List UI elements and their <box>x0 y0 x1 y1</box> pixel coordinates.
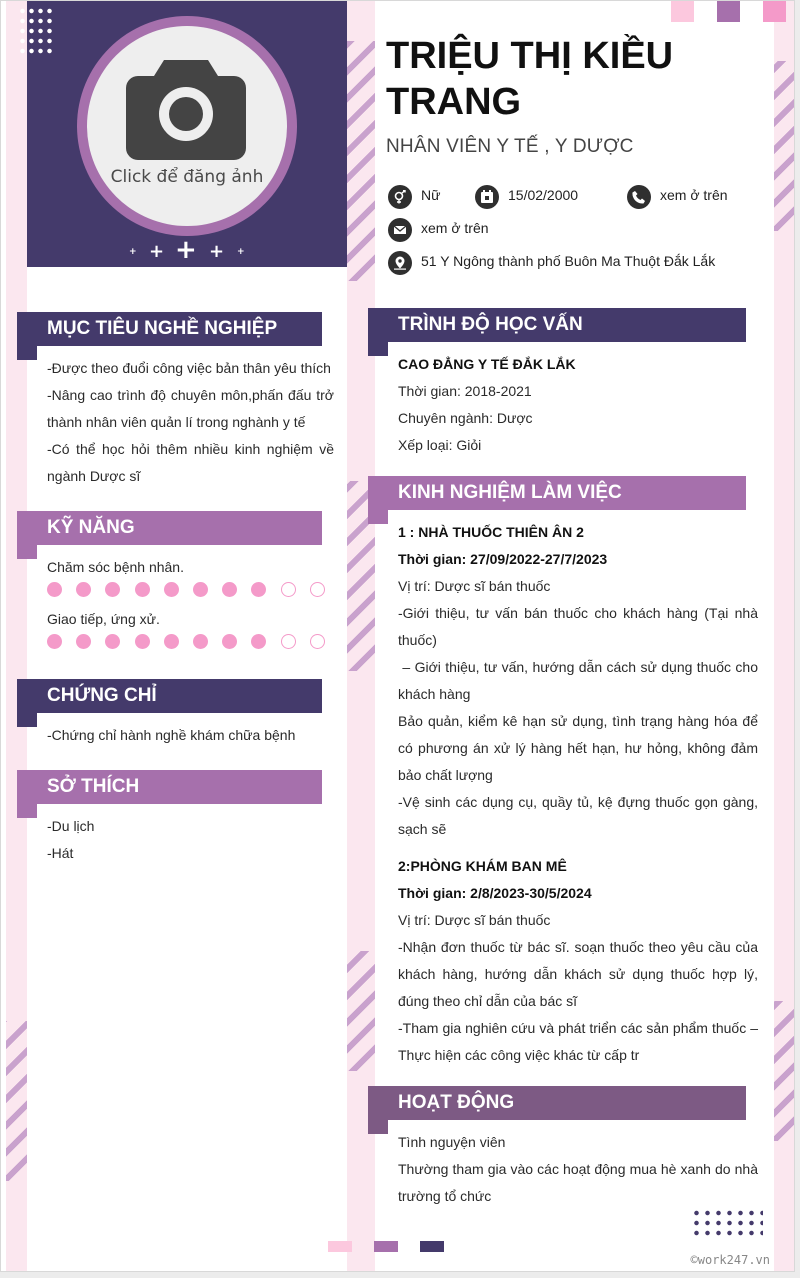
rating-dot-filled <box>105 634 120 649</box>
calendar-icon <box>475 185 499 209</box>
activity-line: Thường tham gia vào các hoạt động mua hè xanh do nhà trường tổ chức <box>398 1161 758 1204</box>
education-major: Chuyên ngành: Dược <box>398 410 533 426</box>
job-time: Thời gian: 2/8/2023-30/5/2024 <box>398 885 592 901</box>
rating-dot-filled <box>193 582 208 597</box>
footer-square-decoration <box>420 1241 444 1252</box>
gender-value: Nữ <box>421 187 441 203</box>
rating-dot-filled <box>251 582 266 597</box>
skills-heading: KỸ NĂNG <box>37 511 322 545</box>
education-time: Thời gian: 2018-2021 <box>398 383 532 399</box>
activities-heading: HOẠT ĐỘNG <box>388 1086 746 1120</box>
skill-rating <box>47 634 327 650</box>
education-heading: TRÌNH ĐỘ HỌC VẤN <box>388 308 746 342</box>
stripe-decoration <box>6 1021 27 1181</box>
rating-dot-filled <box>47 582 62 597</box>
rating-dot-filled <box>251 634 266 649</box>
rating-dot-empty <box>281 634 296 649</box>
birthday-value: 15/02/2000 <box>508 187 579 203</box>
activity-line: Tình nguyện viên <box>398 1134 506 1150</box>
upload-photo-label[interactable]: Click để đăng ảnh <box>110 167 264 187</box>
camera-icon[interactable] <box>126 56 246 160</box>
certificates-heading: CHỨNG CHỈ <box>37 679 322 713</box>
objective-line: -Có thể học hỏi thêm nhiều kinh nghiệm về ngành Dược sĩ <box>47 441 334 484</box>
dot-grid-decoration <box>691 1208 763 1238</box>
gender-icon <box>388 185 412 209</box>
email-value: xem ở trên <box>421 220 489 236</box>
certificate-line: -Chứng chỉ hành nghề khám chữa bệnh <box>47 727 296 743</box>
job-company: 2:PHÒNG KHÁM BAN MÊ <box>398 858 567 874</box>
job-position: Vị trí: Dược sĩ bán thuốc <box>398 912 551 928</box>
objective-line: -Nâng cao trình độ chuyên môn,phấn đấu trở thành nhân viên quản lí trong nghành y tế <box>47 387 334 430</box>
sparkle-decoration: + + + + + <box>129 235 245 265</box>
job-detail: – Giới thiệu, tư vấn, hướng dẫn cách sử dụng thuốc cho khách hàng <box>398 659 762 702</box>
hobbies-heading: SỞ THÍCH <box>37 770 322 804</box>
dot-grid-decoration <box>18 6 52 58</box>
phone-value: xem ở trên <box>660 187 728 203</box>
job-company: 1 : NHÀ THUỐC THIÊN ÂN 2 <box>398 524 584 540</box>
hobby-line: -Hát <box>47 845 74 861</box>
objective-heading: MỤC TIÊU NGHỀ NGHIỆP <box>37 312 322 346</box>
phone-icon <box>627 185 651 209</box>
footer-square-decoration <box>374 1241 398 1252</box>
stripe-decoration <box>347 41 375 281</box>
job-detail: -Nhận đơn thuốc từ bác sĩ. soạn thuốc theo yêu cầu của khách hàng, hướng dẫn khách sử dụng thuốc hợp lý, đúng theo chỉ dẫn của bác sĩ <box>398 939 758 1009</box>
rating-dot-empty <box>310 582 325 597</box>
school-name: CAO ĐẲNG Y TẾ ĐẮK LẮK <box>398 356 576 372</box>
job-time: Thời gian: 27/09/2022-27/7/2023 <box>398 551 608 567</box>
rating-dot-filled <box>76 582 91 597</box>
job-detail: -Vệ sinh các dụng cụ, quầy tủ, kệ đựng thuốc gọn gàng, sạch sẽ <box>398 794 758 837</box>
square-decoration <box>717 1 740 22</box>
rating-dot-filled <box>222 634 237 649</box>
job-position: Vị trí: Dược sĩ bán thuốc <box>398 578 551 594</box>
stripe-decoration <box>774 1001 795 1141</box>
rating-dot-filled <box>76 634 91 649</box>
rating-dot-filled <box>135 634 150 649</box>
rating-dot-empty <box>310 634 325 649</box>
education-grade: Xếp loại: Giỏi <box>398 437 482 453</box>
stripe-decoration <box>774 61 795 231</box>
rating-dot-filled <box>222 582 237 597</box>
rating-dot-filled <box>164 582 179 597</box>
rating-dot-filled <box>47 634 62 649</box>
rating-dot-filled <box>193 634 208 649</box>
job-title: NHÂN VIÊN Y TẾ , Y DƯỢC <box>386 136 634 157</box>
rating-dot-filled <box>135 582 150 597</box>
candidate-name: TRIỆU THỊ KIỀU TRANG <box>386 35 674 123</box>
skill-rating <box>47 582 327 598</box>
rating-dot-filled <box>164 634 179 649</box>
job-detail: -Giới thiệu, tư vấn bán thuốc cho khách hàng (Tại nhà thuốc) <box>398 605 758 648</box>
square-decoration <box>763 1 786 22</box>
address-value: 51 Y Ngông thành phố Buôn Ma Thuột Đắk Lắk <box>421 253 716 269</box>
job-detail: Bảo quản, kiểm kê hạn sử dụng, tình trạng hàng hóa để có phương án xử lý hàng hết hạn, hư hỏng, không đảm bảo chất lượng <box>398 713 758 783</box>
square-decoration <box>671 1 694 22</box>
watermark: ©work247.vn <box>690 1253 770 1267</box>
location-icon <box>388 251 412 275</box>
skill-name: Chăm sóc bệnh nhân. <box>47 559 184 575</box>
email-icon <box>388 218 412 242</box>
footer-square-decoration <box>328 1241 352 1252</box>
rating-dot-empty <box>281 582 296 597</box>
skill-name: Giao tiếp, ứng xử. <box>47 611 160 627</box>
hobby-line: -Du lịch <box>47 818 95 834</box>
stripe-decoration <box>347 951 375 1071</box>
experience-heading: KINH NGHIỆM LÀM VIỆC <box>388 476 746 510</box>
job-detail: -Tham gia nghiên cứu và phát triển các sản phẩm thuốc – Thực hiện các công việc khác từ cấp tr <box>398 1020 758 1063</box>
rating-dot-filled <box>105 582 120 597</box>
objective-line: -Được theo đuổi công việc bản thân yêu thích <box>47 360 331 376</box>
